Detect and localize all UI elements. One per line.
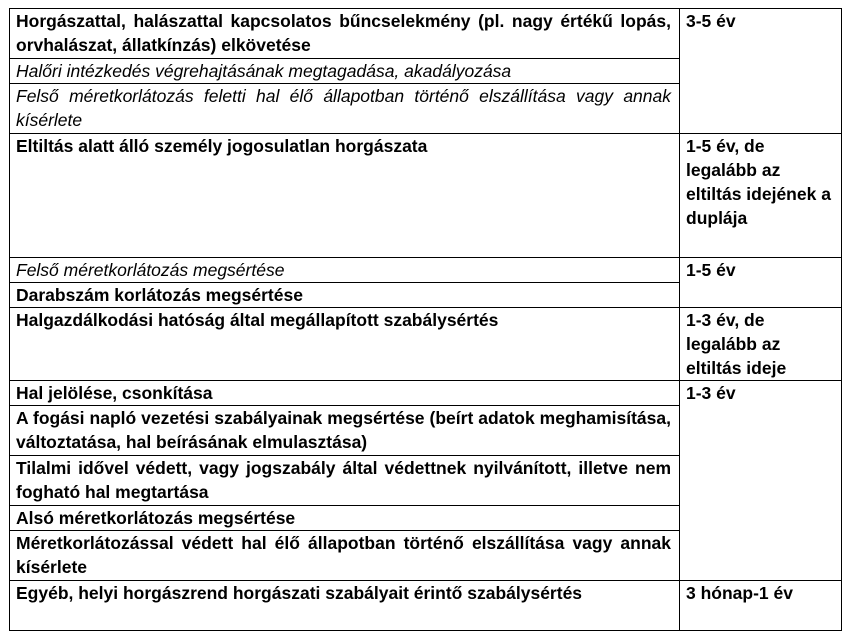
violation-row: Halőri intézkedés végrehajtásának megtagadása, akadályozása <box>10 59 680 84</box>
violation-row: Alsó méretkorlátozás megsértése <box>10 506 680 531</box>
penalty-cell: 1-5 év, de legalább az eltiltás idejének a duplája <box>680 134 842 258</box>
violation-row: Felső méretkorlátozás feletti hal élő állapotban történő elszállítása vagy annak kísérlete <box>10 84 680 134</box>
penalty-cell: 1-3 év, de legalább az eltiltás ideje <box>680 308 842 381</box>
violation-row: Hal jelölése, csonkítása <box>10 381 680 406</box>
violation-row: Tilalmi idővel védett, vagy jogszabály által védettnek nyilvánított, illetve nem fogható hal megtartása <box>10 456 680 506</box>
violation-row: Eltiltás alatt álló személy jogosulatlan horgászata <box>10 134 680 258</box>
violation-row: A fogási napló vezetési szabályainak megsértése (beírt adatok meghamisítása, változtatása, hal beírásának elmulasztása) <box>10 406 680 456</box>
penalty-cell: 3-5 év <box>680 9 842 134</box>
penalty-cell: 1-5 év <box>680 258 842 308</box>
violation-row: Méretkorlátozással védett hal élő állapotban történő elszállítása vagy annak kísérlete <box>10 531 680 581</box>
penalty-cell: 1-3 év <box>680 381 842 581</box>
penalty-cell: 3 hónap-1 év <box>680 581 842 631</box>
violation-row: Halgazdálkodási hatóság által megállapított szabálysértés <box>10 308 680 381</box>
violation-row: Darabszám korlátozás megsértése <box>10 283 680 308</box>
violation-row: Felső méretkorlátozás megsértése <box>10 258 680 283</box>
violation-row: Egyéb, helyi horgászrend horgászati szabályait érintő szabálysértés <box>10 581 680 631</box>
penalty-table <box>9 8 842 631</box>
violation-row: Horgászattal, halászattal kapcsolatos bűncselekmény (pl. nagy értékű lopás, orvhalászat, állatkínzás) elkövetése <box>10 9 680 59</box>
